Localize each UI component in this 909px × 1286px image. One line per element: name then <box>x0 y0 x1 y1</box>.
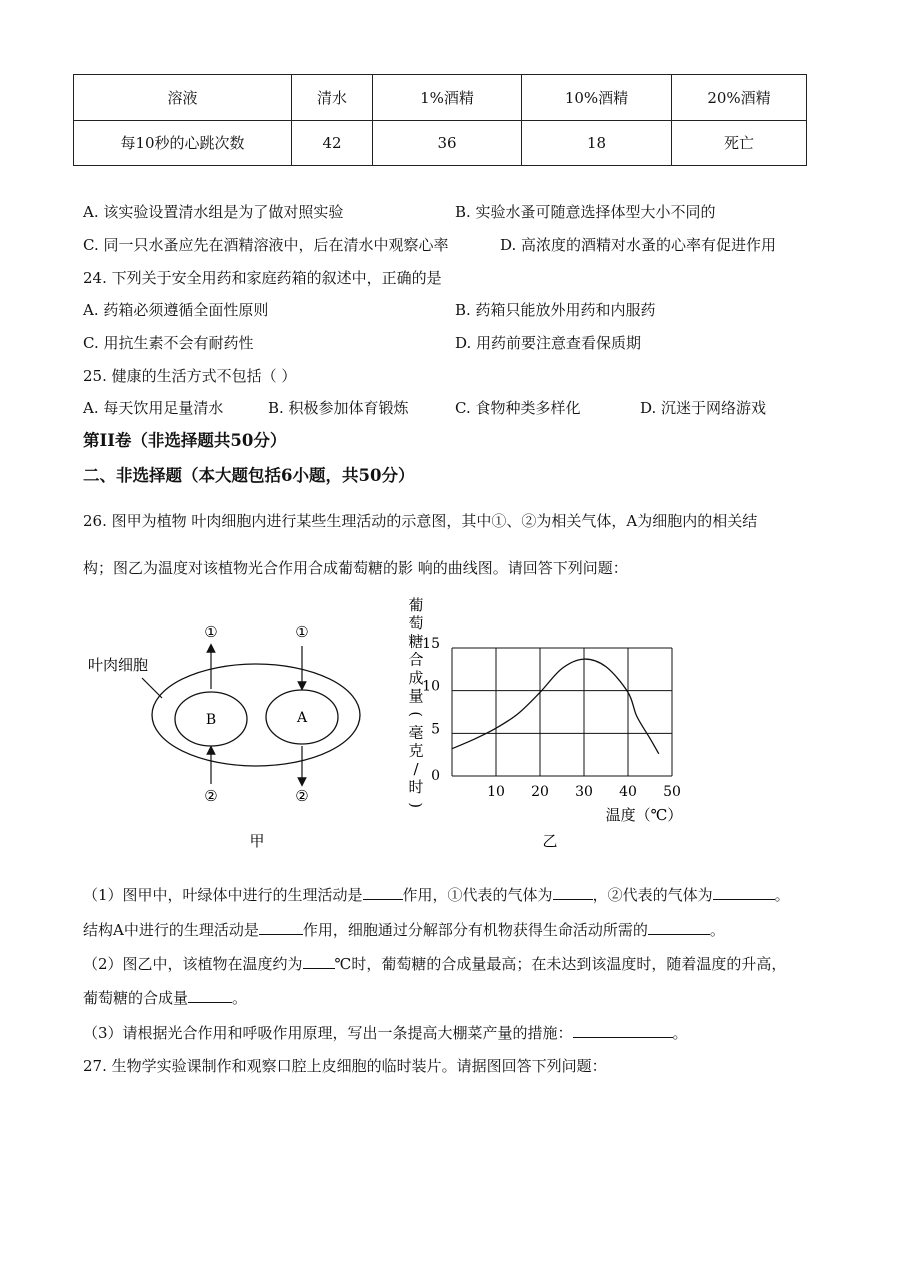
table-cell: 42 <box>292 120 373 166</box>
heart-rate-table <box>73 74 807 166</box>
y-axis-label-char: 萄 <box>408 614 424 633</box>
q23-option-d: D. 高浓度的酒精对水蚤的心率有促进作用 <box>500 236 777 254</box>
organelle-a-label: A <box>296 710 308 726</box>
q26-part2-text-c: 葡萄糖的合成量 <box>83 989 189 1007</box>
cell-diagram <box>80 612 380 857</box>
table-header-cell: 20%酒精 <box>672 75 807 121</box>
section-title: 第II卷（非选择题共50分） <box>83 431 287 450</box>
q26-part1-line1 <box>83 885 790 905</box>
y-tick-label: 0 <box>431 768 440 784</box>
q26-part1-text-d: 。 <box>774 886 790 904</box>
table-cell: 每10秒的心跳次数 <box>74 120 292 166</box>
q26-part1-text-f: 作用，细胞通过分解部分有机物获得生命活动所需的 <box>302 921 648 939</box>
glucose-temperature-chart <box>390 592 710 857</box>
q24-option-c: C. 用抗生素不会有耐药性 <box>83 334 254 352</box>
x-tick-label: 40 <box>619 784 637 800</box>
y-tick-labels <box>422 636 440 784</box>
q23-option-a: A. 该实验设置清水组是为了做对照实验 <box>83 203 344 221</box>
y-axis-label-char: 合 <box>408 650 424 669</box>
cell-label: 叶肉细胞 <box>88 656 149 674</box>
answer-blank[interactable] <box>553 885 593 900</box>
gas1-left-label: ① <box>204 623 218 641</box>
answer-blank[interactable] <box>573 1023 673 1038</box>
q26-part1-line2 <box>83 920 725 940</box>
y-axis-label-char: ( <box>407 711 425 718</box>
y-tick-label: 10 <box>422 678 440 695</box>
diagram-caption: 甲 <box>249 832 265 850</box>
table-cell: 死亡 <box>672 120 807 166</box>
q26-stem-line2: 构；图乙为温度对该植物光合作用合成葡萄糖的影 响的曲线图。请回答下列问题： <box>83 559 628 577</box>
table-header-cell: 溶液 <box>74 75 292 121</box>
answer-blank[interactable] <box>188 988 232 1003</box>
chart-grid <box>452 648 672 776</box>
x-tick-label: 30 <box>575 784 593 800</box>
q26-part1-text-c: ，②代表的气体为 <box>592 886 713 904</box>
table-cell: 36 <box>373 120 522 166</box>
x-tick-label: 10 <box>487 784 505 800</box>
q26-part2-text-d: 。 <box>232 989 248 1007</box>
gas1-right-label: ① <box>295 623 309 641</box>
x-tick-label: 50 <box>663 784 681 800</box>
y-axis-label-char: 量 <box>408 687 424 705</box>
q24-option-a: A. 药箱必须遵循全面性原则 <box>83 301 269 319</box>
cell-membrane <box>152 664 360 766</box>
q24-option-d: D. 用药前要注意查看保质期 <box>455 334 642 352</box>
q26-part1-text-b: 作用，①代表的气体为 <box>402 886 553 904</box>
y-axis-label-char: 时 <box>408 778 424 796</box>
answer-blank[interactable] <box>303 954 335 969</box>
q25-option-d: D. 沉迷于网络游戏 <box>640 399 767 417</box>
table-header-row <box>74 75 807 121</box>
q23-option-b: B. 实验水蚤可随意选择体型大小不同的 <box>455 203 716 221</box>
table-header-cell: 1%酒精 <box>373 75 522 121</box>
table-row <box>74 120 807 166</box>
q26-part1-text-g: 。 <box>709 921 725 939</box>
q26-part2-text-b: ℃时，葡萄糖的合成量最高；在未达到该温度时，随着温度的升高， <box>334 955 787 973</box>
q25-option-c: C. 食物种类多样化 <box>455 399 581 417</box>
answer-blank[interactable] <box>259 920 303 935</box>
chart-caption: 乙 <box>542 832 558 850</box>
q25-stem: 25. 健康的生活方式不包括（ ） <box>83 367 297 385</box>
organelle-b-label: B <box>205 712 217 728</box>
q24-option-b: B. 药箱只能放外用药和内服药 <box>455 301 656 319</box>
q23-option-c: C. 同一只水蚤应先在酒精溶液中，后在清水中观察心率 <box>83 236 449 254</box>
q26-part1-text-e: 结构A中进行的生理活动是 <box>83 921 259 939</box>
y-tick-label: 5 <box>431 721 440 738</box>
x-axis-label: 温度（℃） <box>605 806 683 824</box>
q27-stem: 27. 生物学实验课制作和观察口腔上皮细胞的临时装片。请据图回答下列问题： <box>83 1057 607 1075</box>
y-axis-label-char: 毫 <box>408 723 424 742</box>
y-tick-label: 15 <box>422 636 440 652</box>
q26-part3-text-b: 。 <box>672 1024 688 1042</box>
q26-part3-text-a: （3）请根据光合作用和呼吸作用原理，写出一条提高大棚菜产量的措施： <box>83 1024 573 1042</box>
y-axis-label-char: ) <box>407 802 425 809</box>
y-axis-label-char: 葡 <box>408 596 424 614</box>
x-tick-labels <box>487 784 681 800</box>
q26-part3 <box>83 1023 688 1043</box>
q26-part2-line2 <box>83 988 247 1008</box>
table-header-cell: 清水 <box>292 75 373 121</box>
answer-blank[interactable] <box>648 920 710 935</box>
q26-part2-line1 <box>83 954 786 974</box>
answer-blank[interactable] <box>713 885 775 900</box>
part-title: 二、非选择题（本大题包括6小题，共50分） <box>83 466 415 485</box>
gas2-right-label: ② <box>295 787 309 805</box>
q26-stem-line1: 26. 图甲为植物 叶肉细胞内进行某些生理活动的示意图，其中①、②为相关气体，A为细胞内的相关结 <box>83 512 758 530</box>
table-header-cell: 10%酒精 <box>522 75 672 121</box>
y-axis-label <box>407 596 425 808</box>
x-tick-label: 20 <box>531 784 549 800</box>
q25-option-b: B. 积极参加体育锻炼 <box>268 399 409 417</box>
q26-part2-text-a: （2）图乙中，该植物在温度约为 <box>83 955 303 973</box>
gas2-left-label: ② <box>204 787 218 805</box>
answer-blank[interactable] <box>363 885 403 900</box>
q24-stem: 24. 下列关于安全用药和家庭药箱的叙述中，正确的是 <box>83 269 442 287</box>
y-axis-label-char: 克 <box>408 741 424 760</box>
y-axis-label-char: 成 <box>408 668 424 687</box>
cell-label-pointer <box>142 678 162 698</box>
table-cell: 18 <box>522 120 672 166</box>
q26-part1-text-a: （1）图甲中，叶绿体中进行的生理活动是 <box>83 886 363 904</box>
y-axis-label-char: 糖 <box>408 632 424 651</box>
y-axis-label-char: / <box>413 759 419 778</box>
q25-option-a: A. 每天饮用足量清水 <box>83 399 224 417</box>
